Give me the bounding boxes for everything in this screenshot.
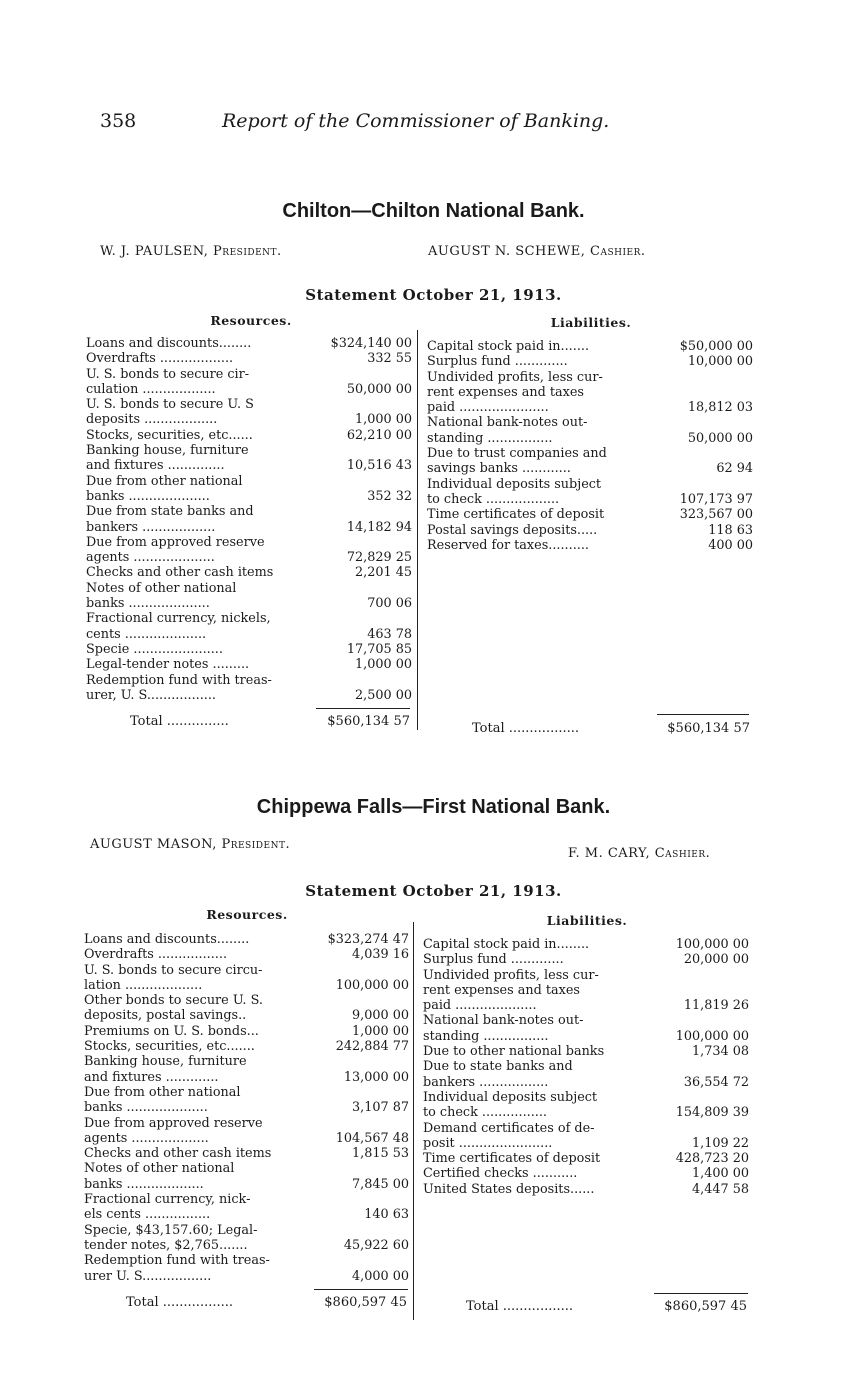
- item-amount: $50,000 00: [679, 339, 753, 354]
- item-label: National bank-notes out- standing ................: [427, 415, 588, 446]
- ledger-row: [427, 446, 753, 477]
- item-label: Surplus fund .............: [423, 952, 564, 968]
- ledger-row: [423, 1090, 749, 1121]
- item-amount: 1,400 00: [692, 1166, 749, 1182]
- total-rule: [316, 708, 410, 709]
- item-amount: $323,274 47: [327, 932, 409, 947]
- item-label: Reserved for taxes..........: [427, 537, 589, 553]
- item-label: Individual deposits subject to check ................: [423, 1089, 598, 1121]
- item-amount: 62,210 00: [346, 427, 412, 443]
- item-amount: 2,201 45: [355, 565, 412, 581]
- item-amount: 20,000 00: [683, 952, 749, 968]
- item-amount: 1,000 00: [355, 412, 412, 428]
- item-label: Due from approved reserve agents ....................: [86, 534, 265, 566]
- item-amount: 100,000 00: [335, 977, 409, 993]
- ledger-row: [427, 538, 753, 553]
- item-label: Individual deposits subject to check ..................: [427, 476, 602, 507]
- item-amount: 7,845 00: [352, 1176, 409, 1192]
- ledger-row: [84, 963, 409, 994]
- item-amount: 1,109 22: [692, 1135, 749, 1151]
- page-number: 358: [100, 110, 137, 132]
- item-amount: 242,884 77: [335, 1039, 409, 1055]
- item-amount: 2,500 00: [355, 687, 412, 703]
- cashier-name: F. M. CARY, Cashier.: [568, 846, 711, 861]
- ledger-row: [423, 1059, 749, 1090]
- ledger-row: [84, 1192, 409, 1223]
- item-label: Overdrafts .................: [84, 947, 228, 963]
- liabilities-list: [423, 937, 749, 1197]
- item-amount: 428,723 20: [675, 1151, 749, 1167]
- item-label: Stocks, securities, etc.......: [84, 1039, 255, 1055]
- item-label: Overdrafts ..................: [86, 351, 234, 367]
- item-amount: 463 78: [367, 626, 412, 642]
- ledger-row: [423, 1121, 749, 1152]
- ledger-row: [84, 1039, 409, 1054]
- item-amount: 154,809 39: [675, 1105, 749, 1121]
- item-label: Specie, $43,157.60; Legal- tender notes, $2,765.......: [84, 1222, 258, 1253]
- item-label: Checks and other cash items: [86, 565, 274, 581]
- item-label: Capital stock paid in.......: [427, 339, 590, 354]
- total-rule: [314, 1289, 408, 1290]
- ledger-row: [423, 952, 749, 967]
- item-amount: 14,182 94: [346, 519, 412, 535]
- item-label: Banking house, furniture and fixtures ..............: [86, 443, 249, 474]
- item-label: Due to other national banks: [423, 1044, 605, 1060]
- cashier-name: AUGUST N. SCHEWE, Cashier.: [428, 244, 646, 259]
- ledger-row: [86, 474, 412, 505]
- running-head: [100, 110, 760, 140]
- item-label: Redemption fund with treas- urer U. S.................: [84, 1253, 270, 1284]
- item-label: Fractional currency, nick- els cents ................: [84, 1192, 251, 1223]
- item-label: Loans and discounts........: [84, 932, 250, 947]
- item-label: Stocks, securities, etc......: [86, 427, 253, 443]
- item-label: Capital stock paid in........: [423, 937, 590, 952]
- ledger-row: [423, 1166, 749, 1181]
- ledger-row: [84, 993, 409, 1024]
- item-amount: 72,829 25: [346, 550, 412, 566]
- president-name: AUGUST MASON, President.: [90, 837, 291, 852]
- item-amount: 1,000 00: [352, 1023, 409, 1039]
- item-label: Loans and discounts........: [86, 336, 252, 351]
- item-label: Undivided profits, less cur- rent expenses and taxes paid ......................: [427, 369, 603, 416]
- item-label: U. S. bonds to secure U. S deposits ..................: [86, 397, 254, 428]
- ledger-row: [86, 428, 412, 443]
- item-label: Other bonds to secure U. S. deposits, postal savings..: [84, 993, 263, 1024]
- ledger-row: [423, 1151, 749, 1166]
- item-label: Notes of other national banks ...................: [84, 1161, 235, 1192]
- ledger-row: [427, 415, 753, 446]
- item-label: U. S. bonds to secure circu- lation ...................: [84, 962, 263, 993]
- ledger-row: [84, 1223, 409, 1254]
- ledger-row: [427, 339, 753, 354]
- item-amount: 17,705 85: [346, 641, 412, 657]
- total-label: Total ...............: [130, 714, 229, 729]
- running-title: Report of the Commissioner of Banking.: [222, 110, 610, 132]
- total-label: Total .................: [126, 1295, 234, 1310]
- item-amount: 323,567 00: [679, 507, 753, 523]
- item-amount: 4,447 58: [692, 1181, 749, 1197]
- resources-heading: Resources.: [206, 907, 288, 922]
- item-label: Postal savings deposits.....: [427, 522, 598, 538]
- resources-list: [86, 336, 412, 703]
- item-amount: 104,567 48: [335, 1130, 409, 1146]
- ledger-row: [86, 336, 412, 351]
- liabilities-heading: Liabilities.: [550, 315, 632, 330]
- ledger-row: [86, 443, 412, 474]
- ledger-row: [86, 565, 412, 580]
- ledger-row: [423, 937, 749, 952]
- item-label: Time certificates of deposit: [427, 507, 605, 523]
- item-amount: 100,000 00: [675, 1028, 749, 1044]
- statement-date: Statement October 21, 1913.: [305, 882, 562, 900]
- total-amount: $560,134 57: [327, 714, 410, 729]
- item-amount: 1,734 08: [692, 1044, 749, 1060]
- item-amount: 36,554 72: [683, 1074, 749, 1090]
- ledger-row: [427, 370, 753, 416]
- item-amount: 10,516 43: [346, 458, 412, 474]
- item-label: Checks and other cash items: [84, 1146, 272, 1162]
- ledger-row: [423, 968, 749, 1014]
- item-amount: $324,140 00: [330, 336, 412, 351]
- item-label: Due from other national banks ....................: [84, 1084, 241, 1116]
- item-amount: 4,000 00: [352, 1268, 409, 1284]
- item-label: Due from other national banks ....................: [86, 473, 243, 504]
- item-amount: 1,815 53: [352, 1146, 409, 1162]
- item-amount: 11,819 26: [683, 998, 749, 1014]
- item-amount: 352 32: [367, 488, 412, 504]
- item-label: Time certificates of deposit: [423, 1151, 601, 1167]
- item-amount: 700 06: [367, 596, 412, 612]
- item-label: Due from approved reserve agents ...................: [84, 1115, 263, 1146]
- ledger-row: [86, 673, 412, 704]
- item-label: Certified checks ...........: [423, 1166, 578, 1182]
- item-label: United States deposits......: [423, 1181, 595, 1197]
- ledger-row: [84, 1054, 409, 1085]
- resources-heading: Resources.: [210, 313, 292, 328]
- ledger-row: [86, 397, 412, 428]
- president-name: W. J. PAULSEN, President.: [100, 244, 282, 259]
- resources-list: [84, 932, 409, 1284]
- item-label: Demand certificates of de- posit .......................: [423, 1120, 595, 1151]
- item-amount: 50,000 00: [346, 381, 412, 397]
- ledger-row: [86, 611, 412, 642]
- ledger-row: [86, 351, 412, 366]
- ledger-row: [84, 1024, 409, 1039]
- ledger-row: [84, 1161, 409, 1192]
- item-amount: 62 94: [716, 461, 753, 477]
- liabilities-heading: Liabilities.: [546, 913, 628, 928]
- item-label: Surplus fund .............: [427, 354, 568, 370]
- item-amount: 4,039 16: [352, 947, 409, 963]
- total-rule: [657, 714, 749, 715]
- ledger-row: [423, 1182, 749, 1197]
- statement-date: Statement October 21, 1913.: [305, 286, 562, 304]
- item-label: Specie ......................: [86, 641, 223, 657]
- ledger-row: [84, 1253, 409, 1284]
- total-label: Total .................: [472, 721, 580, 736]
- ledger-row: [427, 477, 753, 508]
- ledger-row: [84, 947, 409, 962]
- ledger-row: [423, 1044, 749, 1059]
- item-amount: 332 55: [367, 351, 412, 367]
- ledger-row: [84, 1085, 409, 1116]
- item-label: Due to trust companies and savings banks ............: [427, 446, 607, 477]
- item-label: Legal-tender notes .........: [86, 657, 250, 673]
- total-label: Total .................: [466, 1299, 574, 1314]
- item-label: Undivided profits, less cur- rent expenses and taxes paid ....................: [423, 967, 599, 1014]
- column-divider: [413, 922, 414, 1320]
- ledger-row: [86, 657, 412, 672]
- item-label: National bank-notes out- standing ................: [423, 1013, 584, 1044]
- bank-title: Chilton—Chilton National Bank.: [282, 200, 585, 222]
- ledger-row: [423, 1013, 749, 1044]
- total-rule: [654, 1293, 748, 1294]
- total-amount: $860,597 45: [664, 1299, 747, 1314]
- column-divider: [417, 330, 418, 730]
- liabilities-list: [427, 339, 753, 553]
- ledger-row: [427, 354, 753, 369]
- item-label: Notes of other national banks ....................: [86, 580, 237, 612]
- item-amount: 3,107 87: [352, 1100, 409, 1116]
- ledger-row: [86, 581, 412, 612]
- total-amount: $860,597 45: [324, 1295, 407, 1310]
- total-amount: $560,134 57: [667, 721, 750, 736]
- item-label: Due from state banks and bankers ..................: [86, 504, 254, 535]
- item-amount: 13,000 00: [343, 1069, 409, 1085]
- item-amount: 45,922 60: [343, 1237, 409, 1253]
- ledger-row: [84, 1146, 409, 1161]
- item-label: U. S. bonds to secure cir- culation ..................: [86, 366, 250, 397]
- item-label: Due to state banks and bankers .................: [423, 1059, 573, 1090]
- bank-title: Chippewa Falls—First National Bank.: [256, 796, 611, 818]
- ledger-row: [427, 507, 753, 522]
- ledger-row: [84, 932, 409, 947]
- item-amount: 107,173 97: [679, 491, 753, 507]
- ledger-row: [86, 504, 412, 535]
- item-label: Redemption fund with treas- urer, U. S.................: [86, 672, 272, 703]
- item-amount: 118 63: [708, 522, 753, 538]
- ledger-row: [427, 523, 753, 538]
- item-amount: 140 63: [364, 1207, 409, 1223]
- item-amount: 18,812 03: [687, 400, 753, 416]
- ledger-row: [86, 535, 412, 566]
- item-amount: 10,000 00: [687, 354, 753, 370]
- item-amount: 9,000 00: [352, 1008, 409, 1024]
- item-label: Fractional currency, nickels, cents ....................: [86, 611, 271, 642]
- ledger-row: [86, 367, 412, 398]
- item-label: Premiums on U. S. bonds...: [84, 1023, 259, 1039]
- item-amount: 1,000 00: [355, 657, 412, 673]
- ledger-row: [86, 642, 412, 657]
- ledger-row: [84, 1116, 409, 1147]
- item-amount: 100,000 00: [675, 937, 749, 952]
- item-label: Banking house, furniture and fixtures .............: [84, 1054, 247, 1085]
- item-amount: 400 00: [708, 537, 753, 553]
- item-amount: 50,000 00: [687, 430, 753, 446]
